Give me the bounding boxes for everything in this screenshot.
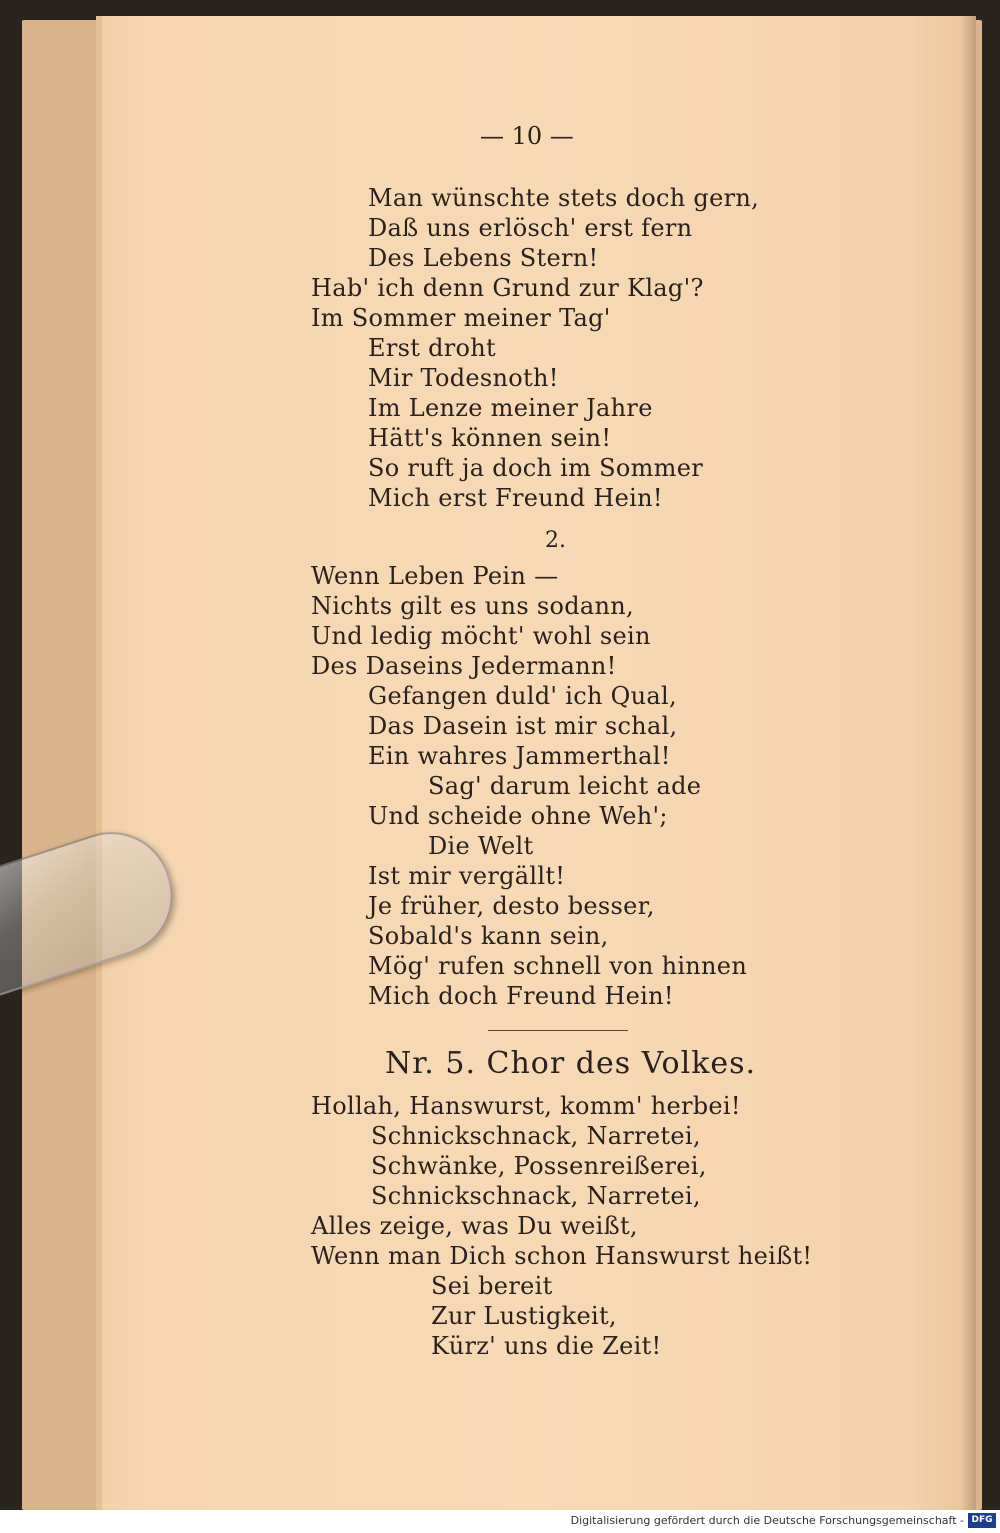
verse-line: Kürz' uns die Zeit! xyxy=(431,1332,662,1360)
page-edge xyxy=(96,16,102,1510)
verse-line: Die Welt xyxy=(428,832,534,860)
verse-line: Mich erst Freund Hein! xyxy=(368,484,663,512)
verse-line: Mich doch Freund Hein! xyxy=(368,982,674,1010)
page-number: — 10 — xyxy=(480,122,574,150)
section-number: 2. xyxy=(545,528,566,553)
section-heading: Nr. 5. Chor des Volkes. xyxy=(385,1046,757,1081)
verse-line: Schnickschnack, Narretei, xyxy=(371,1182,701,1210)
verse-line: Man wünschte stets doch gern, xyxy=(368,184,760,212)
verse-line: Im Lenze meiner Jahre xyxy=(368,394,653,422)
verse-line: Und ledig möcht' wohl sein xyxy=(311,622,651,650)
verse-line: Daß uns erlösch' erst fern xyxy=(368,214,693,242)
dfg-logo: DFG xyxy=(968,1513,996,1528)
verse-line: Hätt's können sein! xyxy=(368,424,612,452)
verse-line: Des Lebens Stern! xyxy=(368,244,599,272)
verse-line: Nichts gilt es uns sodann, xyxy=(311,592,634,620)
verse-line: Schnickschnack, Narretei, xyxy=(371,1122,701,1150)
verse-line: Gefangen duld' ich Qual, xyxy=(368,682,677,710)
page-gutter-shadow xyxy=(960,16,976,1510)
verse-line: Hollah, Hanswurst, komm' herbei! xyxy=(311,1092,741,1120)
verse-line: Erst droht xyxy=(368,334,496,362)
verse-line: Wenn man Dich schon Hanswurst heißt! xyxy=(311,1242,813,1270)
verse-line: Schwänke, Possenreißerei, xyxy=(371,1152,707,1180)
verse-line: Alles zeige, was Du weißt, xyxy=(311,1212,638,1240)
verse-line: Hab' ich denn Grund zur Klag'? xyxy=(311,274,704,302)
verse-line: So ruft ja doch im Sommer xyxy=(368,454,703,482)
verse-line: Im Sommer meiner Tag' xyxy=(311,304,611,332)
verse-line: Des Daseins Jedermann! xyxy=(311,652,617,680)
verse-line: Das Dasein ist mir schal, xyxy=(368,712,678,740)
verse-line: Wenn Leben Pein — xyxy=(311,562,559,590)
verse-line: Zur Lustigkeit, xyxy=(431,1302,617,1330)
verse-line: Je früher, desto besser, xyxy=(368,892,655,920)
section-divider xyxy=(488,1030,628,1031)
digitization-credit: Digitalisierung gefördert durch die Deutsche Forschungsgemeinschaft - xyxy=(570,1514,964,1527)
verse-line: Sei bereit xyxy=(431,1272,553,1300)
verse-line: Ist mir vergällt! xyxy=(368,862,566,890)
verse-line: Und scheide ohne Weh'; xyxy=(368,802,668,830)
verse-line: Sobald's kann sein, xyxy=(368,922,609,950)
verse-line: Mög' rufen schnell von hinnen xyxy=(368,952,748,980)
verse-line: Ein wahres Jammerthal! xyxy=(368,742,671,770)
verse-line: Mir Todesnoth! xyxy=(368,364,559,392)
verse-line: Sag' darum leicht ade xyxy=(428,772,702,800)
